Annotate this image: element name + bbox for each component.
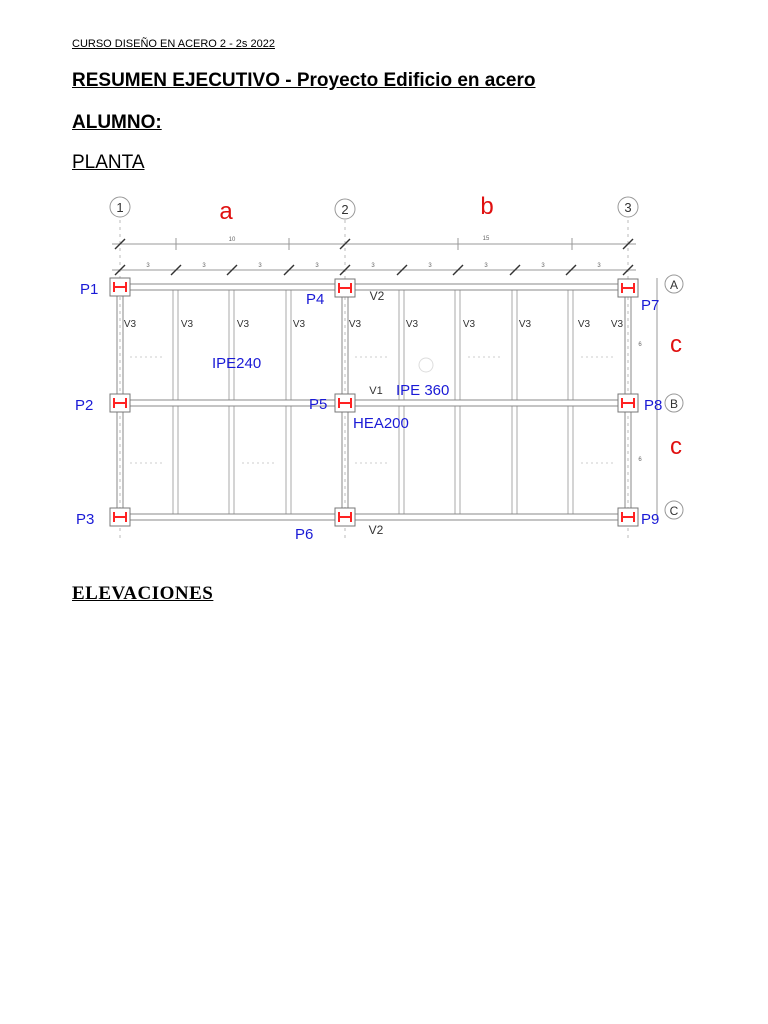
column-symbol xyxy=(618,508,638,526)
dim-sub: 3 xyxy=(371,263,375,269)
column-symbol xyxy=(110,508,130,526)
section-label-ipe360: IPE 360 xyxy=(396,382,450,399)
beam-label-v3: V3 xyxy=(348,319,362,330)
dim-sub: 3 xyxy=(202,263,206,269)
beam-label-v2-top: V2 xyxy=(369,289,385,303)
dim-sub: 3 xyxy=(597,263,601,269)
dim-y: 6 xyxy=(638,342,642,348)
student-label: ALUMNO: xyxy=(72,112,162,133)
column-symbol xyxy=(335,394,355,412)
section-elevations-heading: ELEVACIONES xyxy=(72,583,214,604)
span-label-c2: c xyxy=(670,433,682,460)
dim-y: 6 xyxy=(638,457,642,463)
axis-label-c: C xyxy=(669,504,679,518)
column-symbol xyxy=(335,279,355,297)
dim-sub: 3 xyxy=(258,263,262,269)
column-label-p6: P6 xyxy=(295,526,314,543)
column-label-p7: P7 xyxy=(641,297,660,314)
dim-sub: 3 xyxy=(541,263,545,269)
column-symbol xyxy=(335,508,355,526)
section-label-hea200: HEA200 xyxy=(353,415,409,432)
beam-label-v3: V3 xyxy=(610,319,624,330)
beam-label-v1: V1 xyxy=(369,385,383,397)
beam-label-v3: V3 xyxy=(180,319,194,330)
beam-label-v2-bottom: V2 xyxy=(368,523,384,537)
column-label-p8: P8 xyxy=(644,397,663,414)
dim-sub: 3 xyxy=(315,263,319,269)
column-label-p2: P2 xyxy=(75,397,94,414)
column-label-p5: P5 xyxy=(309,396,328,413)
dim-sub: 3 xyxy=(428,263,432,269)
section-label-ipe240: IPE240 xyxy=(212,355,262,372)
column-label-p3: P3 xyxy=(76,511,95,528)
span-label-a: a xyxy=(219,198,233,225)
column-label-p4: P4 xyxy=(306,291,325,308)
beam-label-v3: V3 xyxy=(518,319,532,330)
axis-label-2: 2 xyxy=(341,202,349,217)
dim-sub: 3 xyxy=(146,263,150,269)
dim-span-b: 15 xyxy=(482,236,490,242)
axis-label-3: 3 xyxy=(624,200,632,215)
course-header: CURSO DISEÑO EN ACERO 2 - 2s 2022 xyxy=(72,38,275,50)
column-symbol xyxy=(110,394,130,412)
column-label-p9: P9 xyxy=(641,511,660,528)
axis-label-a: A xyxy=(669,278,679,292)
dim-span-a: 10 xyxy=(228,237,236,243)
beam-label-v3: V3 xyxy=(236,319,250,330)
column-symbol xyxy=(618,394,638,412)
section-plan-heading: PLANTA xyxy=(72,152,145,173)
span-label-c1: c xyxy=(670,331,682,358)
column-symbol xyxy=(110,278,130,296)
beam-label-v3: V3 xyxy=(405,319,419,330)
beam-label-v3: V3 xyxy=(577,319,591,330)
dim-sub: 3 xyxy=(484,263,488,269)
column-label-p1: P1 xyxy=(80,281,99,298)
span-label-b: b xyxy=(480,193,494,220)
beam-label-v3: V3 xyxy=(123,319,137,330)
beam-label-v3: V3 xyxy=(292,319,306,330)
column-symbol xyxy=(618,279,638,297)
axis-label-b: B xyxy=(669,397,679,411)
axis-label-1: 1 xyxy=(116,200,124,215)
beam-label-v3: V3 xyxy=(462,319,476,330)
page-title: RESUMEN EJECUTIVO - Proyecto Edificio en acero xyxy=(72,70,536,91)
